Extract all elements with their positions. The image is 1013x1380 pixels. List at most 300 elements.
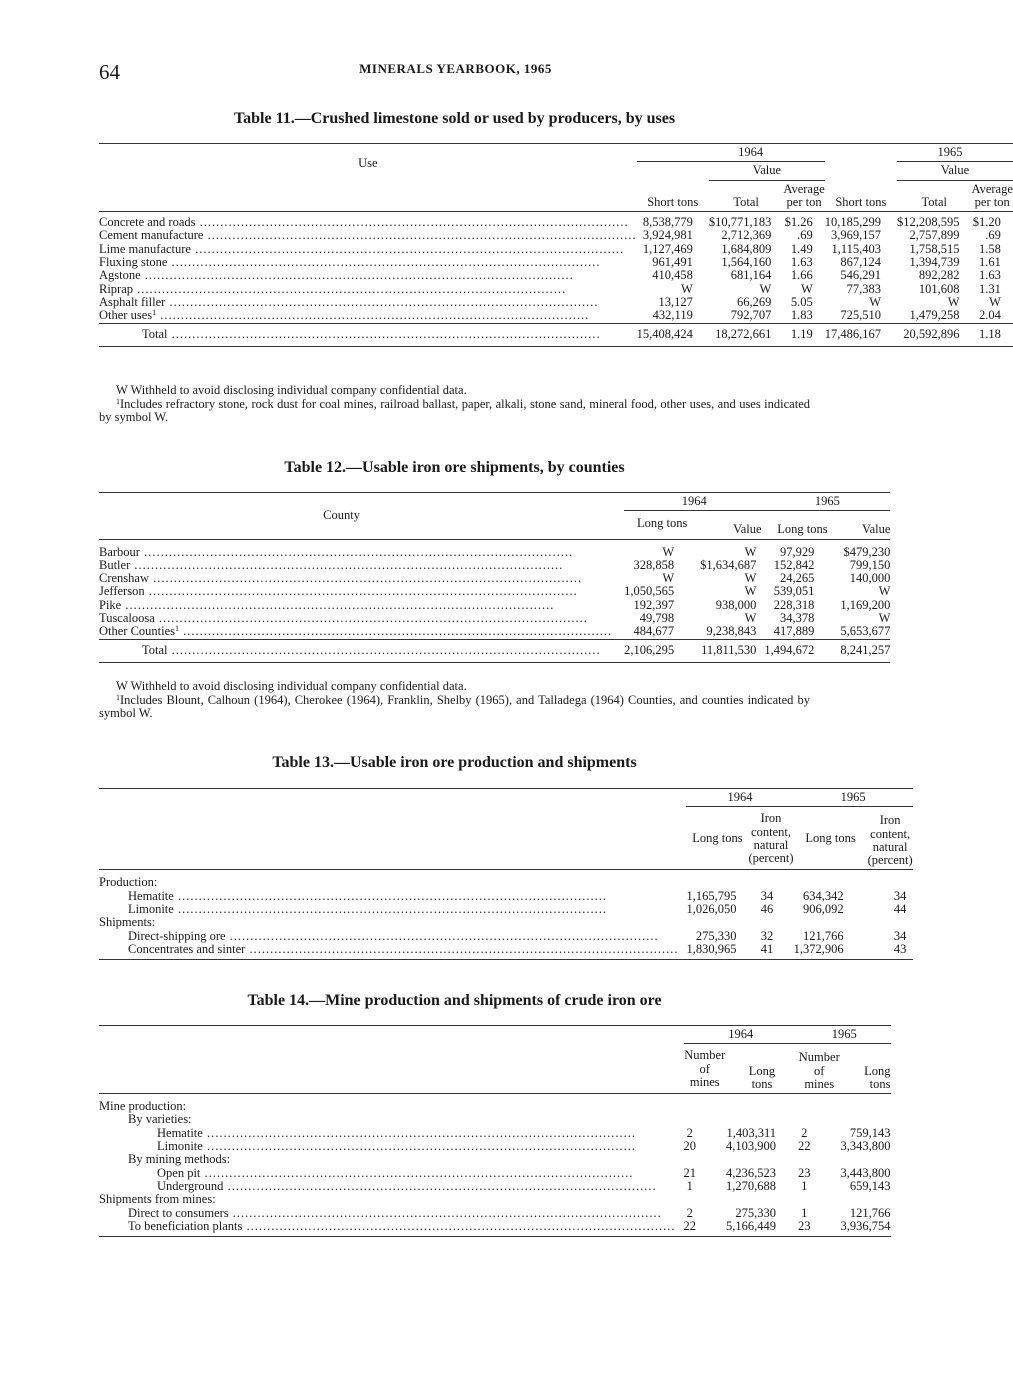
table-11-avg-1965 [972,180,1013,212]
table-13-iron-1964 [748,807,793,870]
cell-lt64: 1,403,311 [726,1125,776,1140]
cell-n64: 2 [686,1125,693,1140]
cell-v65: W [878,611,891,626]
table-row [99,283,1013,296]
county-label: Barbour [99,544,140,559]
cell-lt64 [726,1094,798,1114]
row-label-text: Mine production: [99,1099,187,1114]
cell-lt65: 121,766 [802,928,844,943]
page-number: 64 [99,60,120,84]
footnote-text: Includes refractory stone, rock dust for coal mines, railroad ballast, paper, alkali, stone sand, mineral food, other uses, and uses indicated by symbol W. [99,396,810,424]
row-label-text: Direct to consumers [128,1205,229,1220]
row-label [99,585,624,598]
table-row [99,1094,891,1114]
cell-n65 [798,1153,841,1166]
cell-v65: 1,169,200 [840,597,891,612]
table-row [99,1193,891,1206]
cell-tot65: 101,608 [918,281,960,296]
row-label [99,916,686,929]
table-14-year-1964: 1964 [684,1026,799,1044]
row-label [99,599,624,612]
cell-st65: 725,510 [840,308,881,323]
cell-tot64: 792,707 [730,308,772,323]
row-label-text: Direct-shipping ore [128,928,226,943]
iron-line-2: natural [753,837,789,852]
row-label-text: Hematite [157,1125,203,1140]
cell-ic65: 34 [893,888,907,903]
cell-avg65: 1.58 [979,241,1001,256]
row-label [99,572,624,585]
row-label [99,1220,684,1237]
cell-st64: 410,458 [652,268,693,283]
cell-ic64: 32 [760,928,774,943]
cell-tot64: 681,164 [730,268,772,283]
cell-avg65: $1.20 [972,215,1001,230]
row-label [99,1127,684,1140]
running-head: MINERALS YEARBOOK, 1965 [359,61,552,76]
table-14-mines-1964 [684,1044,727,1094]
total-row [99,323,1013,346]
cell-lt64: 1,270,688 [726,1178,776,1193]
cell-v64: W [744,544,757,559]
cell-n64: 21 [683,1165,696,1180]
table-row [99,572,890,585]
cell-lt65 [794,870,868,890]
row-label-text: Shipments from mines: [99,1192,216,1207]
county-label: Crenshaw [99,571,149,586]
cell-lt64: 1,830,965 [686,943,748,960]
cell-lt64 [726,1193,798,1206]
cell-v64: W [744,571,757,586]
table-12-year-1965: 1965 [764,493,890,511]
cell-v65: $479,230 [843,544,891,559]
table-row [99,585,890,598]
cell-lt64: 1,026,050 [686,902,737,917]
cell-n65: 2 [801,1125,808,1140]
cell-ic64: 41 [748,943,793,960]
total-lt64: 2,106,295 [624,639,700,662]
use-label: Lime manufacture [99,241,191,256]
avg-line-1: Average [971,181,1013,196]
cell-st65: 3,969,157 [831,228,881,243]
row-label [99,539,624,559]
table-row [99,1207,891,1220]
cell-lt64: 4,236,523 [726,1165,776,1180]
cell-lt65: 634,342 [802,888,844,903]
table-12-long-tons-1964: Long tons [624,511,700,539]
table-11-total-1964: Total [709,180,784,212]
table-row [99,243,1013,256]
cell-tot64: 66,269 [736,294,772,309]
table-row [99,1180,891,1193]
cell-n65 [798,1113,841,1126]
table-row [99,1140,891,1153]
cell-v64: W [744,611,757,626]
avg-line-2: per ton [786,194,822,209]
cell-ic65: 43 [868,943,913,960]
row-label-text: Limonite [157,1139,203,1154]
row-label [99,890,686,903]
row-label-text: Hematite [128,888,174,903]
cell-n65: 23 [798,1220,841,1237]
cell-lt64: W [662,571,675,586]
county-label: Butler [99,557,131,572]
cell-n65 [798,1094,841,1114]
use-label: Other uses [99,308,153,323]
iron-line-3: (percent) [867,853,913,868]
table-11-note-w: W Withheld to avoid disclosing individual company confidential data. [116,383,467,397]
cell-n64 [684,1094,727,1114]
row-label [99,243,637,256]
cell-lt65 [841,1193,891,1206]
footnote-marker: 1 [116,396,120,406]
cell-st65: 867,124 [840,255,881,270]
cell-lt65: 34,378 [780,611,815,626]
total-v64: 11,811,530 [700,639,764,662]
county-label: Pike [99,597,122,612]
footnote-marker: 1 [175,624,180,634]
total-avg64: 1.19 [783,323,824,346]
cell-lt65: 539,051 [773,584,815,599]
cell-n64: 22 [684,1220,727,1237]
table-11-total-1965: Total [897,180,972,212]
table-12-note-w: W Withheld to avoid disclosing individual company confidential data. [116,679,467,693]
row-label [99,256,637,269]
table-row [99,309,1013,323]
cell-lt65: 3,443,800 [840,1165,891,1180]
total-tot64: 18,272,661 [709,323,784,346]
table-12-year-1964: 1964 [624,493,764,511]
cell-avg64: 5.05 [790,294,813,309]
cell-n64: 20 [683,1139,696,1154]
table-12-county-header: County [99,493,624,540]
total-lt65: 1,494,672 [764,639,840,662]
cell-tot64: 1,564,160 [721,255,772,270]
cell-n64: 2 [686,1205,693,1220]
table-row [99,559,890,572]
table-13-year-1964: 1964 [686,789,793,807]
table-row [99,1153,891,1166]
cell-ic65: 44 [893,902,907,917]
cell-st64: W [681,281,693,296]
table-13-title: Table 13.—Usable iron ore production and shipments [272,754,637,771]
long-line-2: tons [869,1076,891,1091]
iron-line-1: Iron content, [751,811,791,839]
avg-line-1: Average [783,181,825,196]
table-13 [99,788,913,960]
table-14-title: Table 14.—Mine production and shipments of crude iron ore [247,992,662,1009]
cell-v65: 799,150 [849,557,891,572]
cell-avg65: W [989,294,1001,309]
cell-lt65: 24,265 [780,571,815,586]
table-11-year-1964: 1964 [637,144,825,162]
cell-avg64: 1.49 [790,241,813,256]
table-row [99,212,1013,230]
row-label-text: By varieties: [128,1112,192,1127]
row-label-text: Production: [99,875,158,890]
cell-avg64: 1.83 [790,308,813,323]
cell-lt65 [841,1153,891,1166]
total-label: Total [142,326,168,341]
cell-st65: 1,115,403 [831,241,881,256]
iron-line-1: Iron content, [870,813,911,841]
cell-lt65 [794,916,868,929]
cell-lt64: 5,166,449 [726,1220,798,1237]
row-label [99,1153,684,1166]
number-line-2: of mines [804,1063,835,1091]
cell-lt65: 417,889 [773,624,815,639]
row-label [99,903,686,916]
cell-lt65: 906,092 [802,902,844,917]
cell-lt65 [841,1094,891,1114]
cell-tot65: W [947,294,960,309]
cell-tot65: 1,394,739 [909,255,960,270]
table-12 [99,492,890,663]
table-14-mines-1965 [798,1044,841,1094]
cell-avg65: 1.31 [979,281,1001,296]
cell-ic64 [748,916,793,929]
table-12-value-1965: Value [840,511,890,539]
cell-tot65: 1,758,515 [909,241,960,256]
table-row [99,916,913,929]
table-11-value-1964: Value [709,162,825,180]
cell-lt65: 152,842 [773,557,815,572]
cell-st64: 3,924,981 [642,228,693,243]
table-11-avg-1964 [783,180,824,212]
table-row [99,870,913,890]
total-label: Total [142,642,168,657]
cell-n64: 1 [686,1178,693,1193]
cell-v65: 5,653,677 [840,624,891,639]
cell-tot64: 2,712,369 [721,228,772,243]
table-12-value-1964: Value [700,511,764,539]
table-12-notes [99,680,810,721]
cell-v65: W [878,584,891,599]
row-label [99,625,624,639]
cell-n65: 1 [801,1205,808,1220]
table-12-long-tons-1965: Long tons [764,511,840,539]
cell-lt64: 4,103,900 [726,1139,776,1154]
row-label-text: By mining methods: [128,1152,231,1167]
cell-st64: 1,127,469 [642,241,693,256]
row-label [99,1140,684,1153]
cell-lt65: 3,343,800 [840,1139,891,1154]
county-label: Jefferson [99,584,145,599]
row-label [99,309,637,323]
table-row [99,1113,891,1126]
use-label: Riprap [99,281,134,296]
row-label [99,229,637,242]
cell-lt64 [726,1113,798,1126]
cell-n64 [684,1113,727,1126]
table-11-value-1965: Value [897,162,1013,180]
table-row [99,1127,891,1140]
number-line-1: Number [798,1050,840,1065]
table-11-notes [99,384,810,425]
table-14 [99,1025,891,1237]
row-label [99,269,637,282]
cell-ic65 [868,916,913,929]
row-label [99,283,637,296]
cell-v64: W [744,584,757,599]
use-label: Concrete and roads [99,215,196,230]
row-label-text: Shipments: [99,915,156,930]
iron-line-3: (percent) [748,851,794,866]
cell-n65 [798,1193,841,1206]
row-label [99,559,624,572]
table-11 [99,143,1013,347]
row-label [99,943,686,960]
cell-avg64: 1.66 [790,268,813,283]
long-line-1: Long [748,1063,776,1078]
cell-lt65: 759,143 [849,1125,891,1140]
table-11-short-tons-1964: Short tons [637,180,709,212]
row-label [99,612,624,625]
cell-ic64 [748,870,793,890]
table-13-iron-1965 [868,807,913,870]
cell-avg64: $1.26 [784,215,813,230]
table-13-year-1965: 1965 [794,789,913,807]
table-row [99,890,913,903]
use-label: Agstone [99,268,141,283]
cell-avg65: .69 [985,228,1001,243]
total-st65: 17,486,167 [825,323,897,346]
table-row [99,1220,891,1237]
cell-v65: 140,000 [849,571,891,586]
table-row [99,269,1013,282]
cell-st65: 77,383 [846,281,881,296]
cell-ic64: 34 [760,888,774,903]
table-row [99,296,1013,309]
row-label [99,930,686,943]
use-label: Asphalt filler [99,294,166,309]
table-row [99,229,1013,242]
row-label [99,1113,684,1126]
table-row [99,256,1013,269]
table-row [99,625,890,639]
county-label: Other Counties [99,624,176,639]
county-label: Tuscaloosa [99,611,155,626]
cell-avg65: 2.04 [979,308,1001,323]
cell-avg65: 1.61 [979,255,1001,270]
row-label [99,639,624,662]
table-11-title: Table 11.—Crushed limestone sold or used by producers, by uses [233,110,676,127]
cell-avg64: W [800,281,813,296]
long-line-2: tons [751,1076,773,1091]
row-label-text: To beneficiation plants [128,1218,243,1233]
cell-st65: 546,291 [840,268,881,283]
cell-avg65: 1.63 [979,268,1001,283]
footnote-marker: 1 [152,308,157,318]
cell-lt65: 97,929 [780,544,815,559]
table-12-note-1 [99,694,810,721]
cell-tot65: 892,282 [918,268,960,283]
row-label-text: Limonite [128,902,174,917]
table-12-title: Table 12.—Usable iron ore shipments, by counties [284,459,625,476]
cell-tot65: $12,208,595 [897,215,960,230]
cell-lt64 [686,870,748,890]
cell-lt65 [841,1113,891,1126]
cell-st64: 432,119 [652,308,693,323]
row-label [99,870,686,890]
cell-ic65: 34 [893,928,907,943]
footnote-text: Includes Blount, Calhoun (1964), Cherokee (1964), Franklin, Shelby (1965), and Talladega (1964) Counties, and counties indicated by symbol W. [99,692,810,720]
cell-v64: 9,238,843 [706,624,757,639]
row-label [99,1193,684,1206]
avg-line-2: per ton [974,194,1010,209]
cell-lt65: 228,318 [773,597,815,612]
row-label [99,1094,684,1114]
cell-n64 [684,1153,727,1166]
long-line-1: Long [864,1063,891,1078]
table-row [99,930,913,943]
row-label [99,1207,684,1220]
cell-lt64: 484,677 [633,624,675,639]
table-row [99,943,913,960]
cell-st65: 10,185,299 [824,215,881,230]
total-st64: 15,408,424 [637,323,709,346]
cell-lt65: 3,936,754 [841,1220,891,1237]
cell-lt65: 659,143 [849,1178,891,1193]
cell-st65: W [869,294,881,309]
table-11-note-1 [99,398,810,425]
total-avg65: 1.18 [972,323,1013,346]
cell-v64: 938,000 [715,597,757,612]
table-row [99,1167,891,1180]
cell-st64: 13,127 [658,294,693,309]
cell-tot64: $10,771,183 [708,215,772,230]
cell-tot65: 1,479,258 [909,308,960,323]
row-label-text: Concentrates and sinter [128,941,246,956]
row-label-text: Open pit [157,1165,201,1180]
cell-lt64: 192,397 [633,597,675,612]
cell-lt64: 328,858 [633,557,675,572]
table-11-short-tons-1965: Short tons [825,180,897,212]
table-row [99,903,913,916]
cell-lt64: W [662,544,675,559]
row-label [99,1180,684,1193]
table-14-year-1965: 1965 [798,1026,891,1044]
row-label [99,323,637,346]
table-14-long-tons-1964 [726,1044,798,1094]
cell-st64: 8,538,779 [642,215,693,230]
cell-lt64: 275,330 [735,1205,776,1220]
cell-lt65: 121,766 [849,1205,891,1220]
cell-n65: 22 [798,1139,811,1154]
number-line-1: Number [684,1048,726,1063]
cell-tot64: 1,684,809 [721,241,772,256]
cell-ic64: 46 [760,902,774,917]
cell-n65: 1 [801,1178,808,1193]
iron-line-2: natural [872,839,908,854]
table-row [99,599,890,612]
table-row [99,539,890,559]
cell-ic65 [868,870,913,890]
cell-lt64: 49,798 [639,611,675,626]
row-label [99,1167,684,1180]
row-label-text: Underground [157,1178,224,1193]
cell-st64: 961,491 [652,255,693,270]
total-tot65: 20,592,896 [897,323,972,346]
total-row [99,639,890,662]
total-v65: 8,241,257 [840,639,890,662]
cell-tot65: 2,757,899 [909,228,960,243]
cell-v64: $1,634,687 [700,557,757,572]
cell-lt64: 275,330 [695,928,737,943]
row-label [99,296,637,309]
row-label [99,212,637,230]
cell-avg64: 1.63 [790,255,813,270]
